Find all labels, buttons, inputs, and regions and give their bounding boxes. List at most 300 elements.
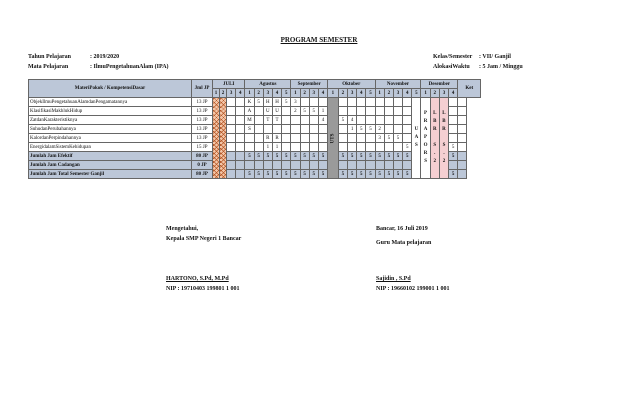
week-number: 5 (412, 89, 421, 98)
uas-letter: A (414, 135, 419, 140)
month-desember: Desember (421, 80, 458, 89)
month-september: September (291, 80, 328, 89)
row-topic: SuhudanPerubahannya (29, 125, 192, 134)
meta-value: : IlmuPengetahuanAlam (IPA) (90, 64, 169, 70)
month-juli: JULI (213, 80, 245, 89)
week-number: 3 (309, 89, 318, 98)
week-cell: 5 (449, 143, 458, 152)
uts-column (328, 98, 339, 179)
week-cell (366, 116, 375, 125)
week-cell (384, 116, 393, 125)
week-cell (300, 125, 309, 134)
signature-left (166, 224, 241, 294)
meta-row-tahun (28, 52, 169, 62)
week-cell (366, 143, 375, 152)
week-cell: 5 (309, 107, 318, 116)
libur-letter: S (442, 143, 446, 148)
week-cell (393, 107, 402, 116)
prapors-letter: A (423, 127, 428, 132)
week-cell (403, 98, 412, 107)
week-cell (357, 107, 366, 116)
header-materi: MateriPokok / KompetensiDasar (29, 80, 192, 98)
week-number: 4 (272, 89, 281, 98)
week-cell (347, 98, 356, 107)
week-cell: 5 (300, 107, 309, 116)
week-cell: 3 (375, 134, 384, 143)
week-cell: 5 (300, 152, 309, 161)
week-cell (357, 116, 366, 125)
week-cell: 5 (357, 170, 366, 179)
week-cell (291, 125, 300, 134)
libur-column (430, 98, 439, 179)
week-cell: 5 (338, 116, 347, 125)
week-number: 2 (384, 89, 393, 98)
week-cell (366, 107, 375, 116)
sig-left-line1: Mengetahui, (166, 226, 199, 232)
week-cell (291, 116, 300, 125)
week-cell (227, 134, 236, 143)
week-cell (291, 143, 300, 152)
week-cell (384, 107, 393, 116)
week-cell: 5 (366, 152, 375, 161)
week-cell (236, 107, 245, 116)
row-jp: 0 JP (192, 161, 213, 170)
uas-letter: U (414, 127, 419, 132)
meta-value: : 5 Jam / Minggu (479, 64, 523, 70)
libur-column (439, 98, 448, 179)
week-cell (318, 98, 327, 107)
week-number: 2 (430, 89, 439, 98)
week-cell (227, 143, 236, 152)
week-cell (282, 125, 291, 134)
meta-left (28, 52, 169, 72)
week-cell: 5 (254, 170, 263, 179)
libur-letter: 2 (442, 159, 446, 164)
meta-value: : 2019/2020 (90, 54, 120, 60)
week-cell (254, 161, 263, 170)
week-cell (227, 152, 236, 161)
row-jp: 13 JP (192, 125, 213, 134)
week-cell (236, 170, 245, 179)
week-cell: 1 (347, 125, 356, 134)
week-number: 3 (393, 89, 402, 98)
week-cell (309, 143, 318, 152)
row-jp: 13 JP (192, 116, 213, 125)
week-cell: 5 (384, 134, 393, 143)
week-cell: 5 (384, 152, 393, 161)
meta-key: AlokasiWaktu (433, 64, 470, 70)
week-cell: 4 (347, 116, 356, 125)
week-cell (245, 161, 254, 170)
week-cell: 5 (347, 152, 356, 161)
week-cell (236, 161, 245, 170)
week-cell: 5 (282, 98, 291, 107)
week-cell (338, 161, 347, 170)
week-cell (236, 125, 245, 134)
week-cell: 5 (449, 152, 458, 161)
prapors-letter: R (423, 151, 428, 156)
signature-right (376, 224, 462, 294)
week-cell (300, 134, 309, 143)
libur-letter (431, 134, 439, 142)
week-cell (300, 98, 309, 107)
week-cell: T (272, 116, 281, 125)
sig-right-nip: NIP : 19660102 199001 1 001 (376, 286, 450, 292)
week-cell (384, 143, 393, 152)
prapors-letter: S (424, 159, 427, 164)
row-topic: Jumlah Jam Cadangan (29, 161, 192, 170)
week-cell: 5 (309, 170, 318, 179)
week-cell (375, 143, 384, 152)
week-cell (366, 134, 375, 143)
week-cell (254, 125, 263, 134)
month-oktober: Oktober (328, 80, 375, 89)
week-cell (338, 98, 347, 107)
week-cell (282, 107, 291, 116)
sig-left-nip: NIP : 19710403 199801 1 001 (166, 286, 240, 292)
libur-letter: B (442, 119, 446, 124)
week-cell (245, 134, 254, 143)
week-cell: U (272, 107, 281, 116)
row-topic: EnergidalamSistemKehidupan (29, 143, 192, 152)
prapors-letter: O (423, 143, 428, 148)
week-cell (300, 116, 309, 125)
week-cell: 5 (384, 170, 393, 179)
week-cell (263, 161, 272, 170)
week-cell (245, 143, 254, 152)
holiday-hatch (213, 98, 220, 179)
week-cell: 5 (375, 170, 384, 179)
row-topic: ZatdanKarakteristiknya (29, 116, 192, 125)
week-cell (366, 98, 375, 107)
week-cell (318, 125, 327, 134)
week-cell (449, 107, 458, 116)
week-cell (309, 98, 318, 107)
row-jp: 80 JP (192, 170, 213, 179)
week-cell: 5 (393, 152, 402, 161)
week-cell (357, 143, 366, 152)
week-cell (375, 98, 384, 107)
week-cell: 5 (254, 152, 263, 161)
week-cell (357, 134, 366, 143)
sig-left-name (166, 274, 241, 284)
week-number: 1 (245, 89, 254, 98)
week-cell (449, 161, 458, 170)
week-cell (227, 170, 236, 179)
ket-cell (458, 152, 467, 161)
week-cell: 5 (375, 152, 384, 161)
week-cell (403, 134, 412, 143)
week-number: 2 (254, 89, 263, 98)
week-cell: 2 (375, 125, 384, 134)
holiday-hatch (220, 98, 227, 179)
week-number: 3 (227, 89, 236, 98)
week-cell: 5 (282, 152, 291, 161)
week-cell (309, 125, 318, 134)
week-cell (318, 161, 327, 170)
week-cell: 5 (393, 134, 402, 143)
ket-cell (458, 161, 467, 170)
week-number: 1 (328, 89, 339, 98)
libur-letter: L (433, 111, 437, 116)
row-topic: Jumlah Jam Efektif (29, 152, 192, 161)
uts-label: UTS (330, 133, 336, 143)
week-cell (254, 143, 263, 152)
week-number: 2 (338, 89, 347, 98)
week-cell: 5 (254, 98, 263, 107)
table-row (29, 98, 481, 107)
week-cell (393, 125, 402, 134)
week-number: 3 (439, 89, 448, 98)
week-number: 5 (282, 89, 291, 98)
week-cell (254, 134, 263, 143)
week-cell (403, 116, 412, 125)
row-topic: Jumlah Jam Total Semester Ganjil (29, 170, 192, 179)
row-jp: 13 JP (192, 107, 213, 116)
row-topic: ObjekIlmuPengetahuanAlamdanPengamatannya (29, 98, 192, 107)
week-cell (338, 107, 347, 116)
week-number: 1 (421, 89, 430, 98)
row-jp: 13 JP (192, 98, 213, 107)
week-cell (366, 161, 375, 170)
week-cell: H (263, 98, 272, 107)
week-cell (236, 134, 245, 143)
prapors-letter: R (423, 119, 428, 124)
week-cell (318, 134, 327, 143)
header-jml-jp: Jml JP (192, 80, 213, 98)
meta-row-alokasi (433, 62, 523, 72)
week-cell (272, 125, 281, 134)
week-cell (347, 134, 356, 143)
sig-right-line1: Bancar, 16 Juli 2019 (376, 226, 428, 232)
libur-letter: R (432, 127, 437, 132)
row-topic: KlasifikasiMakhlukHidup (29, 107, 192, 116)
week-cell: H (272, 98, 281, 107)
week-cell (449, 134, 458, 143)
week-cell (338, 134, 347, 143)
libur-letter: . (443, 151, 445, 156)
week-cell (403, 125, 412, 134)
week-cell: 5 (403, 170, 412, 179)
week-number: 4 (449, 89, 458, 98)
week-cell: 5 (263, 170, 272, 179)
week-cell (282, 134, 291, 143)
week-cell: 5 (282, 170, 291, 179)
week-cell: 5 (318, 170, 327, 179)
week-cell: 5 (318, 152, 327, 161)
week-cell (309, 161, 318, 170)
ket-cell (458, 107, 467, 116)
week-cell: 3 (291, 98, 300, 107)
row-jp: 13 JP (192, 134, 213, 143)
week-cell (338, 143, 347, 152)
week-cell (309, 134, 318, 143)
sig-left-name-text: HARTONO, S.Pd, M.Pd (166, 276, 229, 282)
week-cell (300, 161, 309, 170)
week-cell (263, 125, 272, 134)
week-number: 4 (236, 89, 245, 98)
week-cell (375, 161, 384, 170)
week-number: 1 (291, 89, 300, 98)
week-number: 4 (357, 89, 366, 98)
week-cell: 5 (272, 152, 281, 161)
week-cell: K (245, 98, 254, 107)
week-cell: 5 (357, 125, 366, 134)
week-cell (272, 161, 281, 170)
week-cell: 5 (338, 170, 347, 179)
prapors-letter: P (424, 111, 428, 116)
week-cell: 5 (347, 170, 356, 179)
week-cell (375, 116, 384, 125)
week-cell: 1 (318, 107, 327, 116)
week-cell (309, 116, 318, 125)
week-cell (227, 98, 236, 107)
week-cell (357, 161, 366, 170)
week-cell (227, 161, 236, 170)
sig-right-name-text: Sajidin , S.Pd (376, 276, 411, 282)
week-cell (357, 98, 366, 107)
week-cell: M (245, 116, 254, 125)
week-cell (393, 161, 402, 170)
week-cell (384, 98, 393, 107)
libur-letter (440, 134, 448, 142)
week-cell (236, 98, 245, 107)
week-cell: 4 (318, 116, 327, 125)
week-cell: R (272, 134, 281, 143)
week-cell (403, 161, 412, 170)
week-cell: 2 (291, 107, 300, 116)
meta-right (433, 52, 523, 72)
week-cell (393, 116, 402, 125)
week-cell: 5 (449, 170, 458, 179)
week-cell (393, 98, 402, 107)
week-cell: 5 (291, 152, 300, 161)
meta-value: : VII/ Ganjil (479, 54, 511, 60)
week-cell (282, 143, 291, 152)
sig-right-name (376, 274, 462, 284)
week-cell (449, 125, 458, 134)
header-ket: Ket (458, 80, 481, 98)
table-header-months (29, 80, 481, 89)
week-cell: T (263, 116, 272, 125)
week-cell (449, 116, 458, 125)
week-cell: 1 (263, 143, 272, 152)
week-cell: 5 (393, 170, 402, 179)
week-cell: 5 (300, 170, 309, 179)
week-cell (338, 125, 347, 134)
week-number: 4 (403, 89, 412, 98)
week-cell (282, 116, 291, 125)
sig-right-line2: Guru Mata pelajaran (376, 240, 432, 246)
week-cell (282, 161, 291, 170)
week-cell (347, 107, 356, 116)
prapors-letter: P (424, 135, 428, 140)
ket-cell (458, 98, 467, 107)
ket-cell (458, 143, 467, 152)
uas-column (412, 98, 421, 179)
week-cell: U (263, 107, 272, 116)
row-jp: 15 JP (192, 143, 213, 152)
week-cell (254, 107, 263, 116)
week-cell: 5 (357, 152, 366, 161)
week-cell (227, 125, 236, 134)
meta-row-kelas (433, 52, 523, 62)
week-number: 3 (347, 89, 356, 98)
sig-left-line2: Kepala SMP Negeri 1 Bancar (166, 236, 242, 242)
libur-letter: S (433, 143, 437, 148)
week-number: 4 (318, 89, 327, 98)
week-cell (347, 143, 356, 152)
week-cell: 1 (272, 143, 281, 152)
week-cell (227, 116, 236, 125)
week-cell: A (245, 107, 254, 116)
week-cell (318, 143, 327, 152)
week-cell: 5 (245, 170, 254, 179)
week-cell (403, 107, 412, 116)
libur-letter: L (442, 111, 446, 116)
week-number: 1 (375, 89, 384, 98)
week-cell (236, 152, 245, 161)
week-cell: 5 (403, 143, 412, 152)
meta-key: Kelas/Semester (433, 54, 473, 60)
week-cell: 5 (245, 152, 254, 161)
week-cell: 5 (366, 170, 375, 179)
page-title: PROGRAM SEMESTER (280, 36, 358, 44)
week-cell (384, 125, 393, 134)
ket-cell (458, 116, 467, 125)
week-cell (347, 161, 356, 170)
prapors-column (421, 98, 430, 179)
libur-letter: B (433, 119, 437, 124)
week-cell (384, 161, 393, 170)
libur-letter: R (442, 127, 446, 132)
week-cell (236, 143, 245, 152)
week-cell: S (245, 125, 254, 134)
week-cell: 5 (366, 125, 375, 134)
week-number: 3 (263, 89, 272, 98)
week-number: 5 (366, 89, 375, 98)
week-number: 2 (300, 89, 309, 98)
week-cell (236, 116, 245, 125)
week-cell: 5 (272, 170, 281, 179)
week-cell (300, 143, 309, 152)
week-cell (449, 98, 458, 107)
month-november: November (375, 80, 421, 89)
week-cell: 5 (309, 152, 318, 161)
week-cell (291, 161, 300, 170)
ket-cell (458, 170, 467, 179)
row-topic: KalordanPerpindahannya (29, 134, 192, 143)
libur-letter: 2 (433, 159, 437, 164)
week-cell: 5 (403, 152, 412, 161)
week-cell: 5 (291, 170, 300, 179)
week-cell (291, 134, 300, 143)
week-cell: R (263, 134, 272, 143)
week-cell (393, 143, 402, 152)
meta-key: Tahun Pelajaran (28, 54, 71, 60)
meta-row-mapel (28, 62, 169, 72)
month-agustus: Agustus (245, 80, 291, 89)
week-cell (227, 107, 236, 116)
week-cell: 5 (338, 152, 347, 161)
week-cell: 5 (263, 152, 272, 161)
libur-letter: . (434, 151, 436, 156)
uas-letter: S (415, 143, 418, 148)
week-cell (254, 116, 263, 125)
week-cell (375, 107, 384, 116)
semester-program-table (28, 79, 481, 179)
week-number: 1 (213, 89, 220, 98)
